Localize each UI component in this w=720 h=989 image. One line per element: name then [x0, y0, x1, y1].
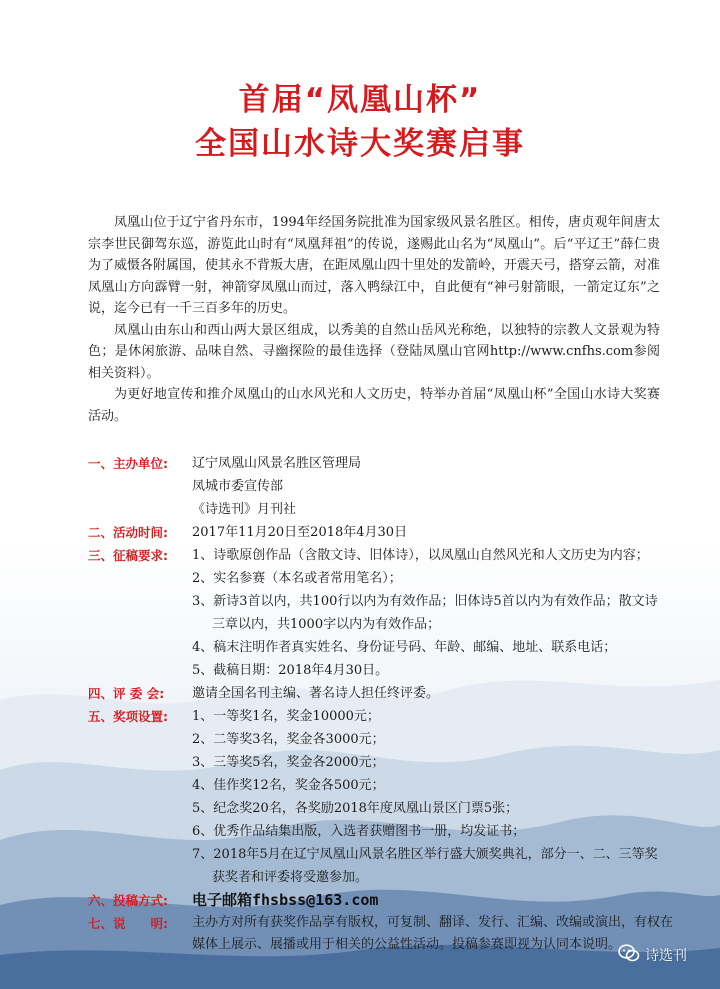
- notes-value: 主办方对所有获奖作品享有版权，可复制、翻译、发行、汇编、改编或演出，有权在媒体上展示、展播或用于相关的公益性活动。投稿参赛即视为认同本说明。: [192, 915, 674, 952]
- organizer-item: 辽宁凤凰山风景名胜区管理局: [192, 456, 362, 471]
- notes-label: 七、说 明:: [88, 916, 168, 931]
- award-item: 3、三等奖5名，奖金各2000元；: [192, 755, 385, 770]
- judges-label: 四、评 委 会:: [88, 686, 165, 701]
- awards-label: 五、奖项设置:: [88, 709, 168, 724]
- award-item: 2、二等奖3名，奖金各3000元；: [192, 732, 385, 747]
- intro-paragraph: 凤凰山由东山和西山两大景区组成，以秀美的自然山岳风光称绝，以独特的宗教人文景观为特色；是休闲旅游、品味自然、寻幽探险的最佳选择（登陆凤凰山官网http://www.cnfhs.com参阅相关资料）。: [88, 322, 660, 381]
- intro-paragraph: 凤凰山位于辽宁省丹东市，1994年经国务院批准为国家级风景名胜区。相传，唐贞观年间唐太宗李世民御驾东巡，游览此山时有“凤凰拜祖”的传说，遂赐此山名为“凤凰山”。后“平辽王”薛仁贵为了威慑各附属国，使其永不背叛大唐，在距凤凰山四十里处的发箭岭，开震天弓，搭穿云箭，对准凤凰山方向霹臂一射，神箭穿凤凰山而过，落入鸭绿江中，自此便有“神弓射箭眼，一箭定辽东”之说，迄今已有一千三百多年的历史。: [88, 215, 661, 316]
- period-row: [88, 521, 678, 544]
- wechat-icon: [618, 944, 640, 966]
- logo-text: 诗选刊: [645, 948, 687, 964]
- page-subtitle: 全国山水诗大奖赛启事: [195, 126, 525, 162]
- intro-paragraph: 为更好地宣传和推介凤凰山的山水风光和人文历史，特举办首届“凤凰山杯”全国山水诗大奖赛活动。: [88, 387, 660, 424]
- awards-row: [88, 705, 678, 889]
- notes-row: [88, 912, 678, 956]
- organizer-item: 凤城市委宣传部: [192, 479, 284, 494]
- award-item: 获奖者和评委将受邀参加。: [212, 870, 369, 885]
- period-label: 二、活动时间:: [88, 525, 168, 540]
- award-item: 7、2018年5月在辽宁凤凰山风景名胜区举行盛大颁奖典礼，部分一、二、三等奖: [192, 847, 658, 862]
- requirements-label: 三、征稿要求:: [88, 548, 168, 563]
- judges-value: 邀请全国名刊主编、著名诗人担任终评委。: [192, 686, 440, 701]
- organizer-label: 一、主办单位:: [88, 456, 168, 471]
- intro-section: [88, 212, 660, 427]
- requirements-row: [88, 544, 678, 682]
- award-item: 6、优秀作品结集出版，入选者获赠图书一册，均发证书；: [192, 824, 526, 839]
- requirement-item: 5、截稿日期：2018年4月30日。: [192, 663, 389, 678]
- page-title: 首届“凤凰山杯”: [238, 82, 482, 118]
- submission-email: 电子邮箱fhsbss@163.com: [192, 891, 379, 909]
- rules-section: [88, 452, 678, 956]
- requirement-item: 1、诗歌原创作品（含散文诗、旧体诗），以凤凰山自然风光和人文历史为内容；: [192, 548, 649, 563]
- requirement-item: 4、稿末注明作者真实姓名、身份证号码、年龄、邮编、地址、联系电话；: [192, 640, 617, 655]
- organizer-row: [88, 452, 678, 521]
- wechat-logo: [618, 944, 687, 966]
- judges-row: [88, 682, 678, 705]
- award-item: 4、佳作奖12名，奖金各500元；: [192, 778, 385, 793]
- submission-row: [88, 889, 678, 912]
- organizer-item: 《诗选刊》月刊社: [192, 502, 297, 517]
- requirement-item: 三章以内，共1000字以内为有效作品；: [212, 617, 441, 632]
- requirement-item: 2、实名参赛（本名或者常用笔名）；: [192, 571, 402, 586]
- submission-label: 六、投稿方式:: [88, 893, 168, 908]
- requirement-item: 3、新诗3首以内，共100行以内为有效作品；旧体诗5首以内为有效作品；散文诗: [192, 594, 658, 609]
- award-item: 5、纪念奖20名，各奖励2018年度凤凰山景区门票5张；: [192, 801, 519, 816]
- award-item: 1、一等奖1名，奖金10000元；: [192, 709, 380, 724]
- period-value: 2017年11月20日至2018年4月30日: [192, 525, 408, 540]
